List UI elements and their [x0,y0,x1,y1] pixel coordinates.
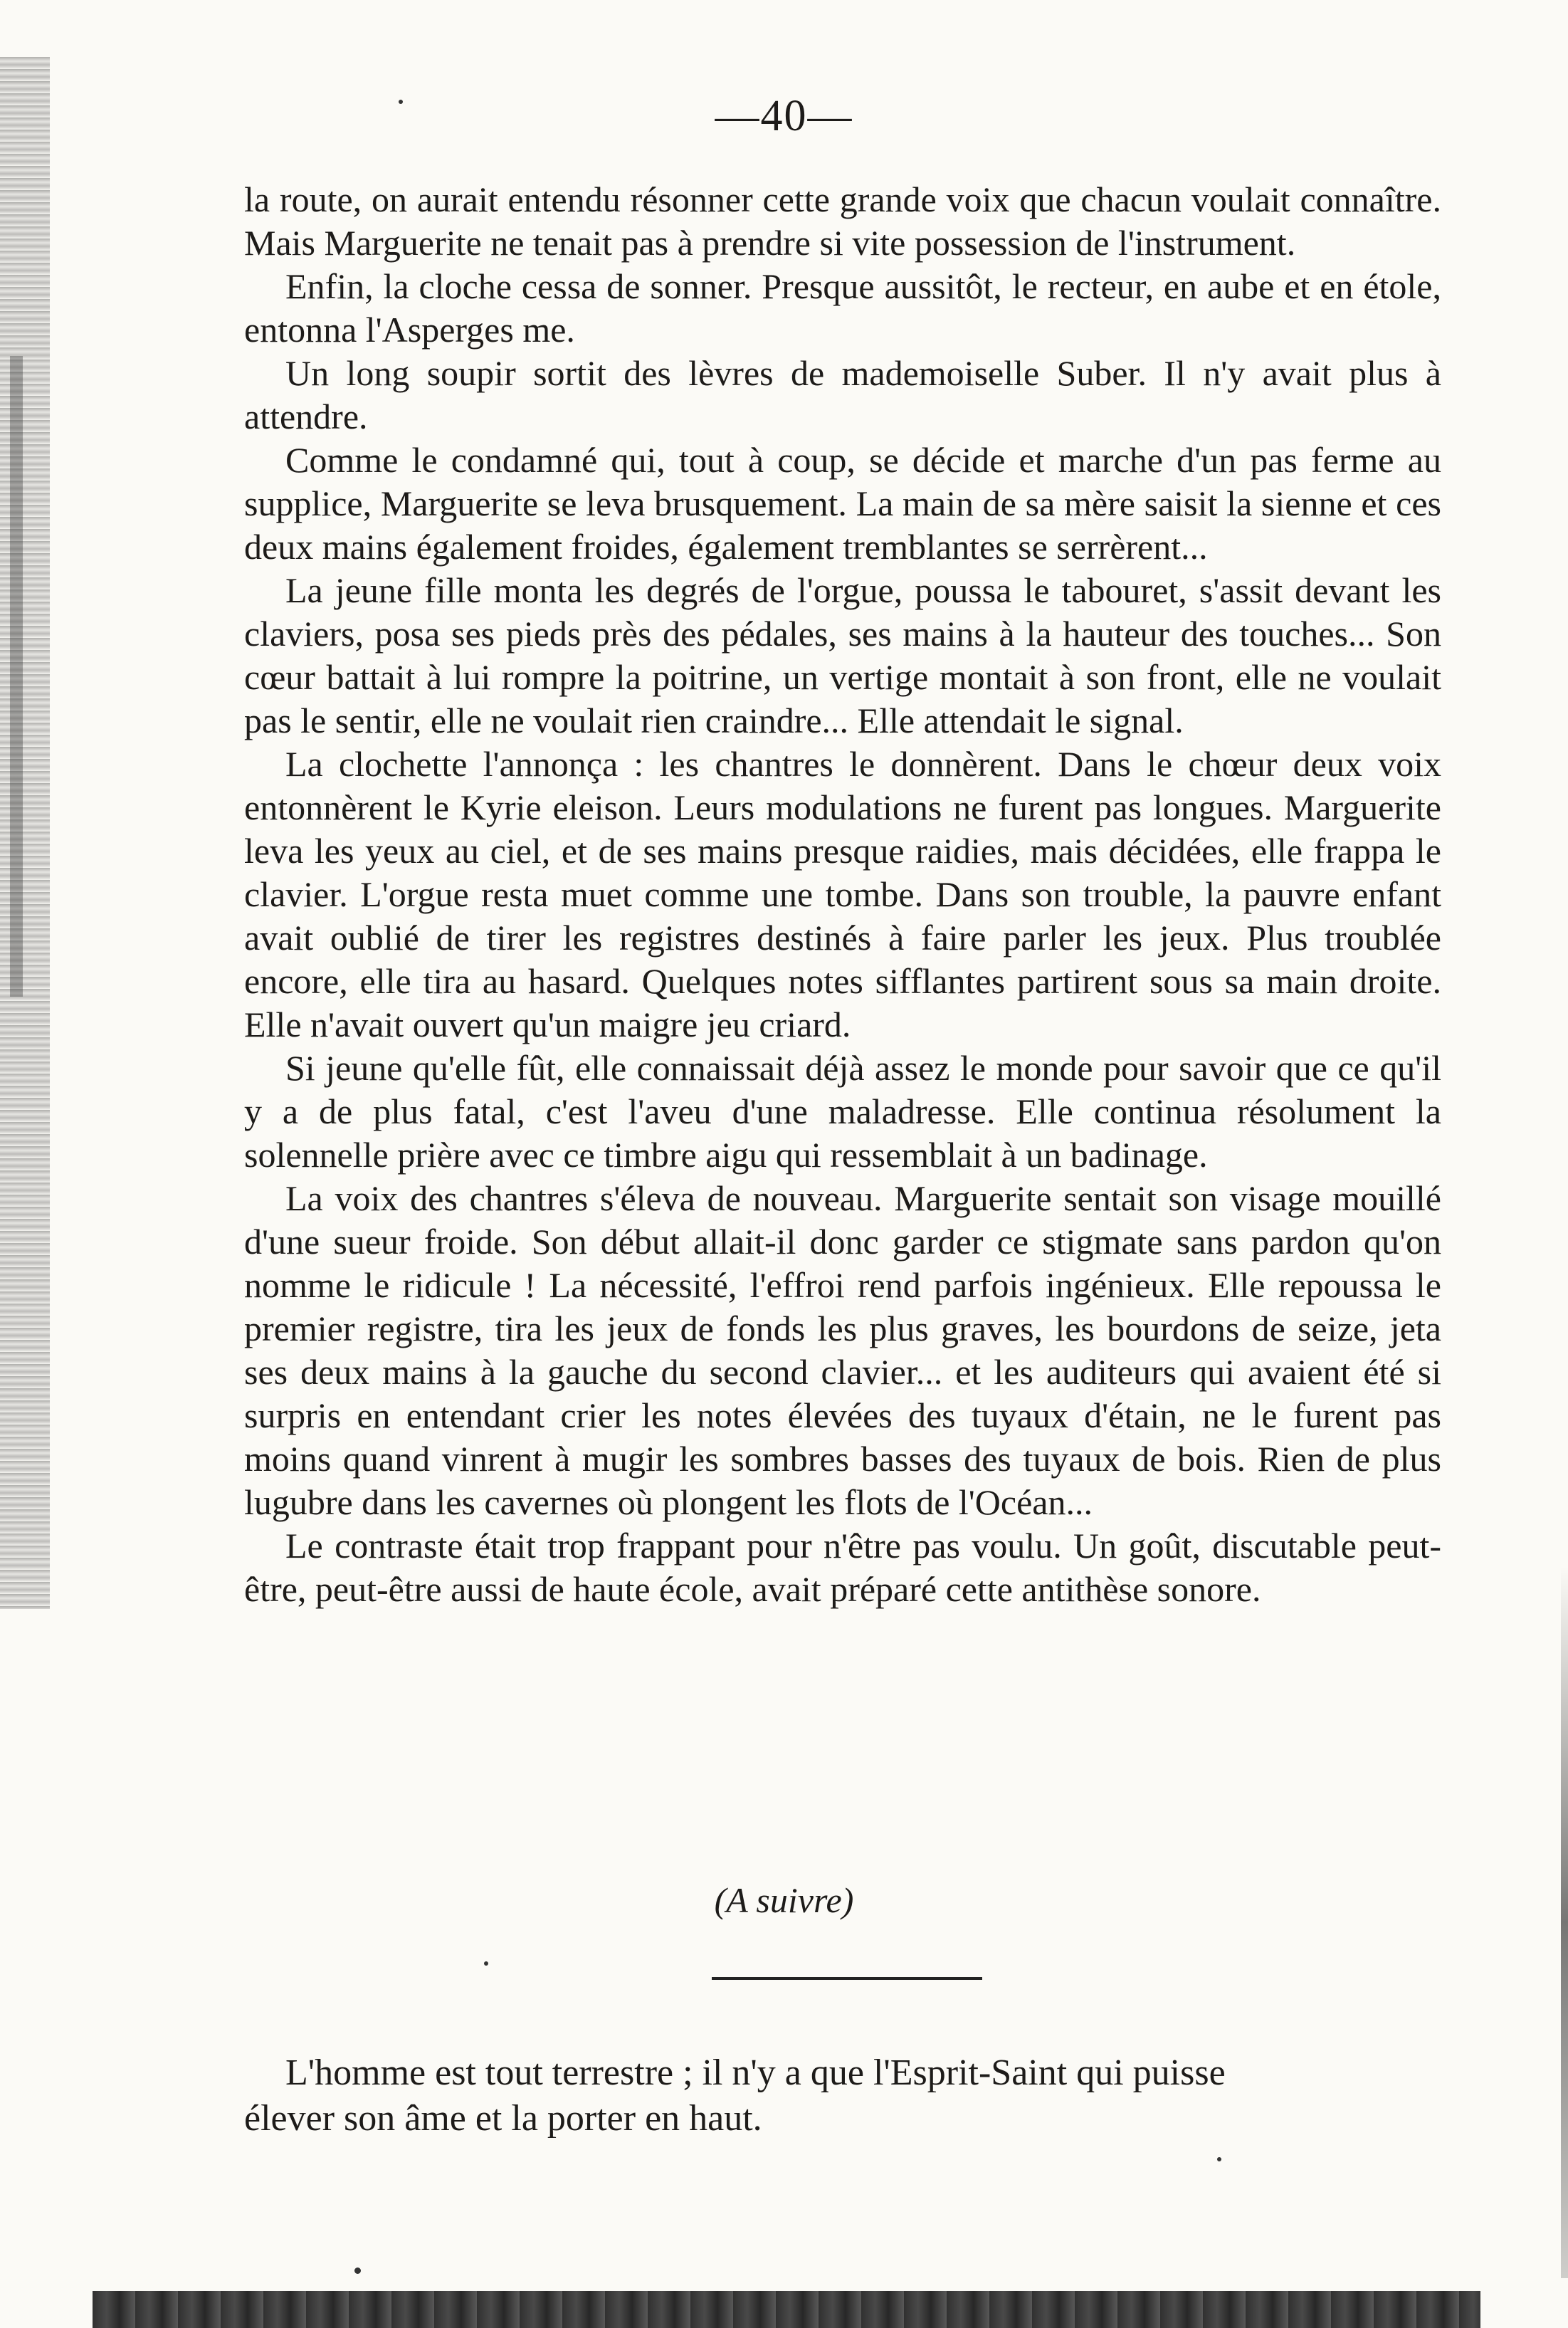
continuation-note: (A suivre) [714,1880,854,1920]
scan-speck [399,100,403,104]
body-text [244,178,1441,1611]
scan-bottom-edge [93,2291,1480,2328]
scan-left-edge-band [10,356,23,997]
scan-speck [1217,2157,1221,2161]
quote-line-2: élever son âme et la porter en haut. [244,2098,762,2139]
paragraph: Enfin, la cloche cessa de sonner. Presque aussitôt, le recteur, en aube et en étole, entonna l'Asperges me. [244,266,1441,350]
closing-quote [244,2050,1454,2141]
scan-speck [484,1961,488,1966]
scan-left-edge-shadow [0,57,50,1609]
section-divider [712,1977,982,1980]
paragraph: La voix des chantres s'éleva de nouveau. Marguerite sentait son visage mouillé d'une sueur froide. Son début allait-il donc garder ce stigmate sans pardon qu'on nomme le ridicule ! La nécessité, l'effroi rend parfois ingénieux. Elle repoussa le premier registre, tira les jeux de fonds les plus graves, les bourdons de seize, jeta ses deux mains à la gauche du second clavier... et les auditeurs qui avaient été si surpris en entendant crier les notes élevées des tuyaux d'étain, ne le furent pas moins quand vinrent à mugir les sombres basses des tuyaux de bois. Rien de plus lugubre dans les cavernes où plongent les flots de l'Océan... [244,1178,1441,1522]
paragraph: Le contraste était trop frappant pour n'être pas voulu. Un goût, discutable peut-être, peut-être aussi de haute école, avait préparé cette antithèse sonore. [244,1526,1441,1609]
paragraph: Comme le condamné qui, tout à coup, se décide et marche d'un pas ferme au supplice, Marguerite se leva brusquement. La main de sa mère saisit la sienne et ces deux mains également froides, également tremblantes se serrèrent... [244,440,1441,567]
paragraph: Un long soupir sortit des lèvres de mademoiselle Suber. Il n'y avait plus à attendre. [244,353,1441,436]
scan-right-edge-shadow [1561,1566,1568,2278]
page-number: —40— [715,92,853,140]
paragraph: La jeune fille monta les degrés de l'orgue, poussa le tabouret, s'assit devant les claviers, posa ses pieds près des pédales, ses mains à la hauteur des touches... Son cœur battait à lui rompre la poitrine, un vertige montait à son front, elle ne voulait pas le sentir, elle ne voulait rien craindre... Elle attendait le signal. [244,570,1441,740]
paragraph: La clochette l'annonça : les chantres le donnèrent. Dans le chœur deux voix entonnèrent le Kyrie eleison. Leurs modulations ne furent pas longues. Marguerite leva les yeux au ciel, et de ses mains presque raidies, mais décidées, elle frappa le clavier. L'orgue resta muet comme une tombe. Dans son trouble, la pauvre enfant avait oublié de tirer les registres destinés à faire parler les jeux. Plus troublée encore, elle tira au hasard. Quelques notes sifflantes partirent sous sa main droite. Elle n'avait ouvert qu'un maigre jeu criard. [244,744,1441,1044]
scan-speck [354,2267,361,2274]
paragraph: Si jeune qu'elle fût, elle connaissait déjà assez le monde pour savoir que ce qu'il y a de plus fatal, c'est l'aveu d'une maladresse. Elle continua résolument la solennelle prière avec ce timbre aigu qui ressemblait à un badinage. [244,1048,1441,1175]
quote-line-1: L'homme est tout terrestre ; il n'y a que l'Esprit-Saint qui puisse [285,2052,1226,2093]
paragraph: la route, on aurait entendu résonner cette grande voix que chacun voulait connaître. Mais Marguerite ne tenait pas à prendre si vite possession de l'instrument. [244,179,1441,263]
